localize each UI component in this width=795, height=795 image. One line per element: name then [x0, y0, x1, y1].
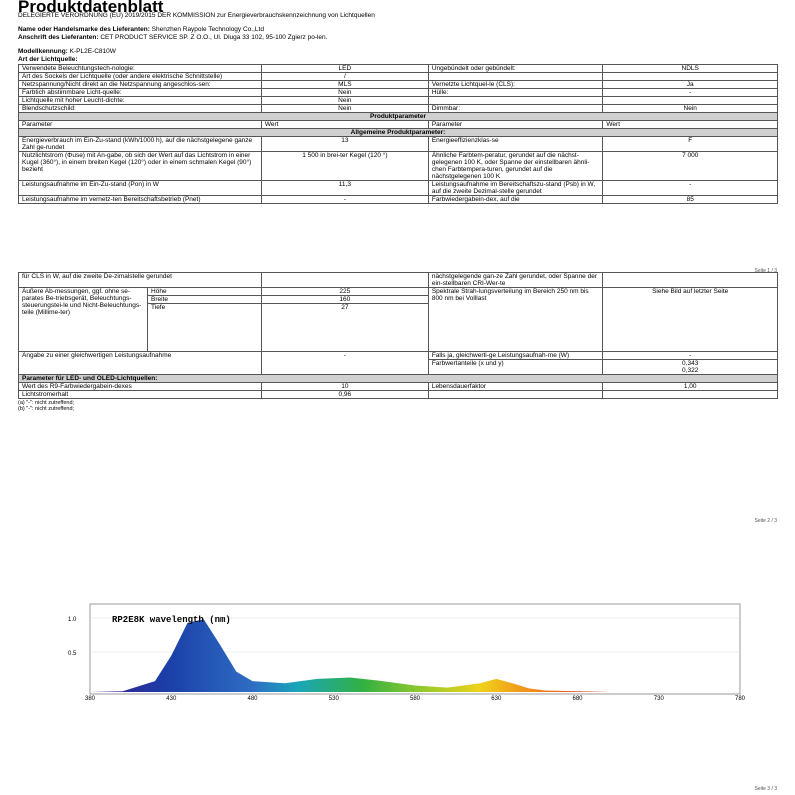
table-cell: NDLS	[603, 65, 778, 73]
table-cell: Angabe zu einer gleichwertigen Leistungsaufnahme	[19, 352, 262, 375]
spectrum-legend: RP2E8K wavelength (nm)	[112, 615, 231, 625]
table-row	[19, 288, 778, 296]
table-cell	[261, 273, 428, 288]
table-cell: Farbwertanteile (x und y)	[428, 360, 603, 375]
x-tick-label: 480	[247, 696, 258, 702]
footnotes	[18, 400, 74, 412]
table-cell: Vernetzte Lichtquel-le (CLS):	[428, 81, 603, 89]
x-tick-label: 680	[572, 696, 583, 702]
table-cell	[603, 391, 778, 399]
spectrum-chart	[68, 604, 746, 702]
section-row	[19, 129, 778, 137]
supplier-address-line	[18, 34, 538, 41]
y-tick-label: 0.5	[68, 651, 77, 657]
x-tick-label: 730	[653, 696, 664, 702]
table-cell	[603, 273, 778, 288]
table-row	[19, 273, 778, 288]
table-cell: Blendschutzschild:	[19, 105, 262, 113]
table-cell: 1 500 in brei-ter Kegel (120 °)	[261, 152, 428, 181]
x-tick-label: 580	[409, 696, 421, 702]
table-cell: Hülle:	[428, 89, 603, 97]
section-product-params: Produktparameter	[19, 113, 778, 121]
table-cell	[603, 73, 778, 81]
table-row	[19, 383, 778, 391]
table-cell: Lichtstromerhalt	[19, 391, 262, 399]
table-cell: Nein	[261, 89, 428, 97]
section-general: Allgemeine Produktparameter:	[19, 129, 778, 137]
table-cell: Leistungsaufnahme im vernetz-ten Bereitschaftsbetrieb (Pnet)	[19, 196, 262, 204]
table-cell: 7 000	[603, 152, 778, 181]
page-1	[0, 0, 795, 275]
x-tick-label: 780	[734, 696, 746, 702]
table-cell: nächstgelegende gan-ze Zahl gerundet, oder Spanne der ein-stellbaren CRI-Wer-te	[428, 273, 603, 288]
table-row	[19, 97, 778, 105]
table-cell: -	[261, 352, 428, 375]
table-cell: -	[603, 89, 778, 97]
section-row	[19, 113, 778, 121]
table-cell	[428, 73, 603, 81]
table-cell: LED	[261, 65, 428, 73]
section-led: Parameter für LED- und OLED-Lichtquellen:	[19, 375, 778, 383]
page-number: Seite 3 / 3	[754, 786, 777, 792]
param-head-cell: Parameter	[428, 121, 603, 129]
table-cell: Energieverbrauch im Ein-Zu-stand (kWh/1000 h), auf die nächstgelegene ganze Zahl ge-rundet	[19, 137, 262, 152]
param-header-row	[19, 121, 778, 129]
table-cell: 11,3	[261, 181, 428, 196]
page-2	[0, 268, 795, 528]
table-cell: Verwendete Beleuchtungstech-nologie:	[19, 65, 262, 73]
table-cell: Nein	[603, 105, 778, 113]
table-cell: /	[261, 73, 428, 81]
table-row	[19, 89, 778, 97]
dim-value: 160	[261, 296, 428, 304]
table-cell: Nein	[261, 97, 428, 105]
table-cell: Farbtich abstimmbare Licht-quelle:	[19, 89, 262, 97]
table-cell	[428, 391, 603, 399]
table-row	[19, 137, 778, 152]
table-row	[19, 105, 778, 113]
x-tick-label: 380	[84, 696, 96, 702]
model-id: K-PL2E-C810W	[69, 48, 116, 55]
regulation-text: DELEGIERTE VERORDNUNG (EU) 2019/2015 DER KOMMISSION zur Energieverbrauchskennzeichnung von Lichtquellen	[18, 12, 375, 19]
table-row	[19, 152, 778, 181]
table-cell: Dimmbar:	[428, 105, 603, 113]
page-number: Seite 1 / 3	[754, 268, 777, 274]
x-tick-label: 630	[491, 696, 502, 702]
x-tick-label: 530	[328, 696, 339, 702]
spectrum-ref: Siehe Bild auf letzter Seite	[603, 288, 778, 352]
footnote: (b) "-": nicht zutreffend;	[18, 406, 75, 412]
page-title: Produktdatenblatt	[18, 0, 164, 16]
param-head-cell: Wert	[603, 121, 778, 129]
table-cell: 13	[261, 137, 428, 152]
table-cell: Leistungsaufnahme im Bereitschaftszu-stand (Psb) in W, auf die zweite Dezimal-stelle gerundet	[428, 181, 603, 196]
table-cell: Art des Sockels der Lichtquelle (oder andere elektrische Schnittstelle)	[19, 73, 262, 81]
supplier-name: Shenzhen Raypole Technology Co.,Ltd	[151, 26, 264, 33]
table-cell: Lebensdauerfaktor	[428, 383, 603, 391]
dim-name: Tiefe	[148, 304, 262, 352]
table-row	[19, 73, 778, 81]
table-cell: Leistungsaufnahme im Ein-Zu-stand (Pon) in W	[19, 181, 262, 196]
lightsource-table	[18, 64, 778, 204]
table-cell: 85	[603, 196, 778, 204]
table-cell: Lichtquelle mit hoher Leucht-dichte:	[19, 97, 262, 105]
table-cell: -	[261, 196, 428, 204]
y-tick-label: 1.0	[68, 617, 77, 623]
table-cell: Netzspannung/Nicht direkt an die Netzspannung angeschlos-sen:	[19, 81, 262, 89]
dim-value: 27	[261, 304, 428, 352]
table-cell: Ähnliche Farbtem-peratur, gerundet auf die nächst-gelegenen 100 K, oder Spanne der einstellbaren ähnli-chen Farbtempera-turen, gerundet auf die nächstgelegenen 100 K	[428, 152, 603, 181]
lightsource-type-label: Art der Lichtquelle:	[18, 56, 78, 63]
table-cell: -	[603, 181, 778, 196]
param-head-cell: Wert	[261, 121, 428, 129]
table-row	[19, 65, 778, 73]
table-cell: MLS	[261, 81, 428, 89]
table-row	[19, 181, 778, 196]
table-cell: 0,343 0,322	[603, 360, 778, 375]
table-row	[19, 391, 778, 399]
supplier-address-label: Anschrift des Lieferanten:	[18, 34, 99, 41]
page-number: Seite 2 / 3	[754, 518, 777, 524]
table-cell: Ja	[603, 81, 778, 89]
table-row	[19, 81, 778, 89]
model-label: Modellkennung:	[18, 48, 68, 55]
table-cell: F	[603, 137, 778, 152]
supplier-address: CET PRODUCT SERVICE SP. Z O.O., Ul. Dluga 33 102, 95-100 Zgierz po-len.	[100, 34, 328, 41]
table-cell: Nutzlichtstrom (Φuse) mit An-gabe, ob sich der Wert auf das Lichtstrom in einer Kugel (360°), in einem breiten Kegel (120°) oder in einem schmalen Kegel (90°) bezieht	[19, 152, 262, 181]
dim-name: Breite	[148, 296, 262, 304]
section-row	[19, 375, 778, 383]
footnote: (a) "-": nicht zutreffend;	[18, 400, 75, 406]
model-line	[18, 48, 538, 55]
table-cell	[603, 97, 778, 105]
table-cell: für CLS in W, auf die zweite De-zimalstelle gerundet	[19, 273, 262, 288]
table-cell: Farbwiedergabein-dex, auf die	[428, 196, 603, 204]
table-cell: Ungebündelt oder gebündelt:	[428, 65, 603, 73]
table-cell: Falls ja, gleichwerti-ge Leistungsaufnah-me (W)	[428, 352, 603, 360]
table-cell	[428, 97, 603, 105]
table-row	[19, 196, 778, 204]
param-head-cell: Parameter	[19, 121, 262, 129]
table-row	[19, 352, 778, 360]
table-cell: 1,00	[603, 383, 778, 391]
table-cell: 10	[261, 383, 428, 391]
table-cell: 0,96	[261, 391, 428, 399]
spectrum-label: Spektrale Strah-lungsverteilung im Bereich 250 nm bis 800 nm bei Volllast	[428, 288, 603, 352]
x-tick-label: 430	[166, 696, 177, 702]
table-cell: Energieeffizienzklas-se	[428, 137, 603, 152]
product-params-table-cont	[18, 272, 778, 399]
dim-name: Höhe	[148, 288, 262, 296]
dimensions-label: Äußere Ab-messungen, ggf. ohne se-parates Be-triebsgerät, Beleuchtungs-steuerungstei-le und Nicht-Beleuchtungs-teile (Millime-ter)	[19, 288, 148, 352]
dim-value: 225	[261, 288, 428, 296]
supplier-name-line	[18, 26, 538, 33]
table-cell: Nein	[261, 105, 428, 113]
table-cell: -	[603, 352, 778, 360]
table-cell: Wert des R9-Farbwiedergabein-dexes	[19, 383, 262, 391]
supplier-name-label: Name oder Handelsmarke des Lieferanten:	[18, 26, 150, 33]
